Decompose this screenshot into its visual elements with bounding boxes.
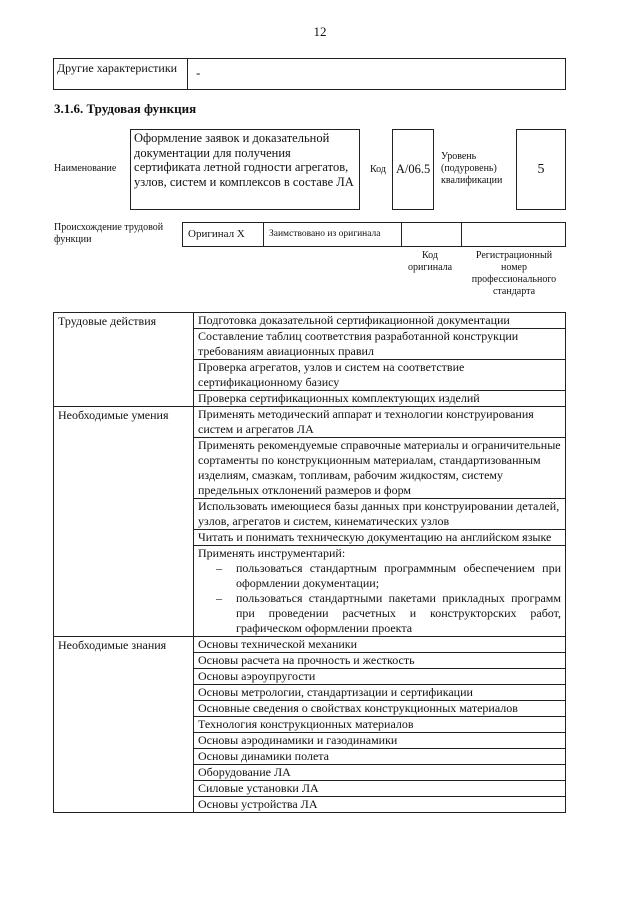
other-characteristics-value: -: [196, 65, 201, 80]
list-item: Основы аэродинамики и газодинамики: [194, 733, 565, 749]
tools-list-item: [198, 591, 561, 636]
level-label: Уровень (подуровень) квалификации: [441, 151, 503, 186]
name-label: Наименование: [54, 163, 117, 174]
section-title: 3.1.6. Трудовая функция: [54, 101, 197, 116]
tools-item: [194, 546, 565, 636]
knowledge-cell: [194, 637, 566, 813]
reg-number-caption: Регистрационный номер профессионального стандарта: [471, 250, 557, 297]
page-number: 12: [313, 24, 327, 39]
list-item: Применять методический аппарат и технологии конструирования систем и агрегатов ЛА: [194, 407, 565, 438]
list-item: Основные сведения о свойствах конструкционных материалов: [194, 701, 565, 717]
tools-intro: Применять инструментарий:: [198, 546, 346, 560]
list-item: Основы устройства ЛА: [198, 797, 318, 811]
skills-cell: [194, 407, 566, 637]
list-item: Основы технической механики: [194, 637, 565, 653]
list-item: Силовые установки ЛА: [194, 781, 565, 797]
tools-list-text: пользоваться стандартным программным обеспечением при оформлении документации;: [236, 561, 561, 590]
origin-label: Происхождение трудовой функции: [54, 222, 164, 245]
knowledge-title: Необходимые знания: [54, 637, 194, 813]
tools-list-text: пользоваться стандартными пакетами прикладных программ при проведении расчетных и конструкторских работ, графическом оформлении проекта: [236, 591, 561, 635]
list-item: Составление таблиц соответствия разработанной конструкции требованиям авиационных правил: [194, 329, 565, 360]
list-item: Применять рекомендуемые справочные материалы и ограничительные сортаменты по конструкционным материалам, стандартизованным изделиям, смазкам, топливам, рабочим жидкостям, систему предельных отклонений размеров и форм: [194, 438, 565, 499]
list-item: Технология конструкционных материалов: [194, 717, 565, 733]
origin-original: Оригинал Х: [183, 223, 264, 246]
origin-reg-cell: [462, 223, 565, 246]
list-item: Подготовка доказательной сертификационной документации: [194, 313, 565, 329]
list-item: Читать и понимать техническую документацию на английском языке: [194, 530, 565, 546]
function-name: Оформление заявок и доказательной документации для получения сертификата летной годности агрегатов, узлов, систем и комплексов в составе ЛА: [130, 129, 360, 210]
tools-list: [198, 561, 561, 636]
list-item: Оборудование ЛА: [194, 765, 565, 781]
code-label: Код: [370, 164, 386, 175]
code-original-caption: Код оригинала: [407, 250, 453, 273]
list-item: Использовать имеющиеся базы данных при конструировании деталей, узлов, агрегатов и систем, кинематических узлов: [194, 499, 565, 530]
other-characteristics-table: [53, 58, 566, 90]
other-characteristics-label: Другие характеристики: [54, 59, 188, 89]
origin-row: [182, 222, 566, 247]
function-code: A/06.5: [392, 129, 434, 210]
skills-title: Необходимые умения: [54, 407, 194, 637]
qualification-level: 5: [516, 129, 566, 210]
labor-function-table: [53, 312, 566, 813]
origin-code-cell: [402, 223, 462, 246]
labor-actions-title: Трудовые действия: [54, 313, 194, 407]
list-item: Проверка сертификационных комплектующих изделий: [198, 391, 480, 405]
tools-list-item: [198, 561, 561, 591]
list-item: Основы расчета на прочность и жесткость: [194, 653, 565, 669]
labor-actions-cell: [194, 313, 566, 407]
list-item: Основы аэроупругости: [194, 669, 565, 685]
list-item: Основы динамики полета: [194, 749, 565, 765]
dash-bullet: –: [216, 561, 222, 575]
list-item: Основы метрологии, стандартизации и сертификации: [194, 685, 565, 701]
origin-borrowed: Заимствовано из оригинала: [264, 223, 402, 246]
dash-bullet: –: [216, 591, 222, 605]
list-item: Проверка агрегатов, узлов и систем на соответствие сертификационному базису: [194, 360, 565, 391]
